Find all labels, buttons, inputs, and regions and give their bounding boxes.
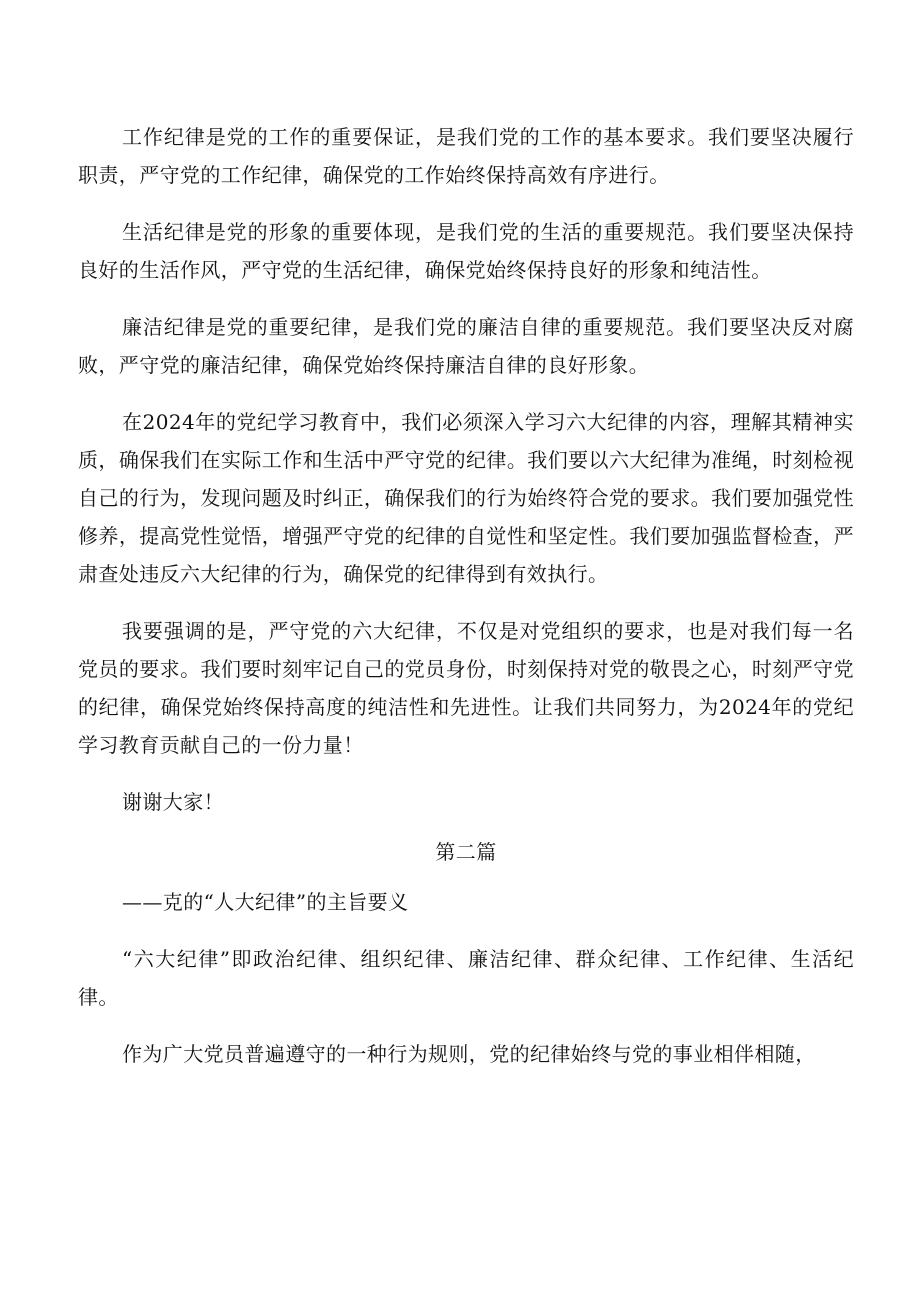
paragraph-six-disciplines: “六大纪律”即政治纪律、组织纪律、廉洁纪律、群众纪律、工作纪律、生活纪律。: [78, 947, 854, 1009]
paragraph-discipline-rules: 作为广大党员普遍遵守的一种行为规则，党的纪律始终与党的事业相伴相随，: [122, 1042, 816, 1066]
document-body: [78, 118, 854, 1073]
paragraph-emphasis: 我要强调的是，严守党的六大纪律，不仅是对党组织的要求，也是对我们每一名党员的要求。我们要时刻牢记自己的党员身份，时刻保持对党的敬畏之心，时刻严守党的纪律，确保党始终保持高度的纯洁性和先进性。让我们共同努力，为2024年的党纪学习教育贡献自己的一份力量！: [78, 619, 854, 757]
section-title: 第二篇: [435, 840, 497, 864]
paragraph-thanks: 谢谢大家！: [122, 790, 224, 814]
paragraph-life-discipline: 生活纪律是党的形象的重要体现，是我们党的生活的重要规范。我们要坚决保持良好的生活作风，严守党的生活纪律，确保党始终保持良好的形象和纯洁性。: [78, 220, 854, 282]
paragraph-study-education: 在2024年的党纪学习教育中，我们必须深入学习六大纪律的内容，理解其精神实质，确保我们在实际工作和生活中严守党的纪律。我们要以六大纪律为准绳，时刻检视自己的行为，发现问题及时纠正，确保我们的行为始终符合党的要求。我们要加强党性修养，提高党性觉悟，增强严守党的纪律的自觉性和坚定性。我们要加强监督检查，严肃查处违反六大纪律的行为，确保党的纪律得到有效执行。: [78, 410, 854, 586]
section-subtitle: ——克的“人大纪律”的主旨要义: [122, 890, 409, 914]
paragraph-integrity-discipline: 廉洁纪律是党的重要纪律，是我们党的廉洁自律的重要规范。我们要坚决反对腐败，严守党的廉洁纪律，确保党始终保持廉洁自律的良好形象。: [78, 315, 854, 377]
paragraph-work-discipline: 工作纪律是党的工作的重要保证，是我们党的工作的基本要求。我们要坚决履行职责，严守党的工作纪律，确保党的工作始终保持高效有序进行。: [78, 125, 854, 187]
